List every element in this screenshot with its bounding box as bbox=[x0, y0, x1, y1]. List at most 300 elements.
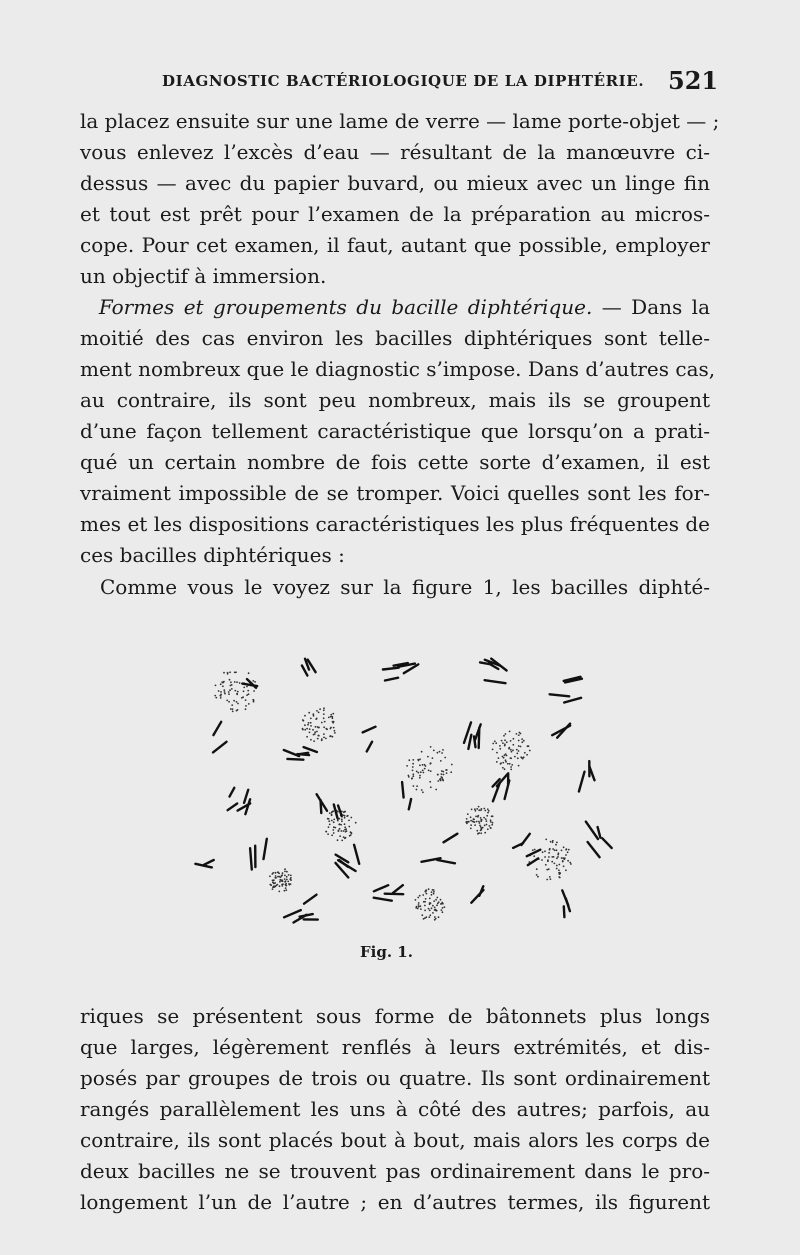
granule-dot bbox=[484, 832, 486, 834]
granule-dot bbox=[302, 719, 304, 721]
granule-dot bbox=[466, 818, 468, 820]
granule-dot bbox=[245, 699, 247, 701]
granule-dot bbox=[523, 740, 525, 742]
granule-dot bbox=[223, 672, 225, 674]
granule-dot bbox=[494, 740, 496, 742]
granule-dot bbox=[429, 781, 431, 783]
granule-dot bbox=[516, 749, 518, 751]
bacillus-rod bbox=[304, 747, 317, 752]
granule-dot bbox=[248, 703, 250, 705]
granule-dot bbox=[229, 671, 231, 673]
granule-dot bbox=[314, 733, 316, 735]
granule-dot bbox=[557, 856, 559, 858]
granule-dot bbox=[441, 777, 443, 779]
granule-dot bbox=[316, 718, 318, 720]
granule-dot bbox=[554, 863, 556, 865]
granule-dot bbox=[489, 825, 491, 827]
section-heading: Formes et groupements du bacille diphtérique. bbox=[98, 295, 593, 319]
granule-dot bbox=[272, 882, 274, 884]
granule-dot bbox=[492, 822, 494, 824]
granule-dot bbox=[312, 713, 314, 715]
granule-dot bbox=[223, 689, 225, 691]
granule-dot bbox=[504, 743, 506, 745]
granule-dot bbox=[565, 869, 567, 871]
granule-dot bbox=[284, 871, 286, 873]
text-line: deux bacilles ne se trouvent pas ordinairement dans le pro- bbox=[80, 1159, 710, 1183]
granule-dot bbox=[437, 752, 439, 754]
granule-dot bbox=[304, 715, 306, 717]
granule-dot bbox=[330, 714, 332, 716]
granule-dot bbox=[421, 751, 423, 753]
granule-dot bbox=[432, 912, 434, 914]
granule-dot bbox=[444, 757, 446, 759]
granule-dot bbox=[473, 818, 475, 820]
granule-dot bbox=[350, 817, 352, 819]
granule-dot bbox=[247, 690, 249, 692]
granule-dot bbox=[422, 770, 424, 772]
paragraph-4 bbox=[80, 1001, 710, 1218]
granule-dot bbox=[304, 729, 306, 731]
granule-dot bbox=[424, 910, 426, 912]
bacillus-rod bbox=[338, 806, 342, 816]
granule-dot bbox=[484, 810, 486, 812]
granule-dot bbox=[503, 757, 505, 759]
granule-dot bbox=[285, 887, 287, 889]
granule-dot bbox=[487, 808, 489, 810]
bacillus-rod bbox=[287, 759, 303, 760]
granule-dot bbox=[541, 859, 543, 861]
granule-dot bbox=[317, 726, 319, 728]
granule-dot bbox=[420, 908, 422, 910]
granule-dot bbox=[549, 849, 551, 851]
granule-dot bbox=[544, 856, 546, 858]
granule-dot bbox=[316, 710, 318, 712]
granule-dot bbox=[418, 902, 420, 904]
granule-dot bbox=[568, 849, 570, 851]
granule-dot bbox=[332, 829, 334, 831]
granule-dot bbox=[521, 738, 523, 740]
granule-dot bbox=[441, 909, 443, 911]
granule-dot bbox=[338, 824, 340, 826]
granule-dot bbox=[230, 708, 232, 710]
granule-dot bbox=[436, 897, 438, 899]
granule-dot bbox=[246, 686, 248, 688]
granule-dot bbox=[236, 701, 238, 703]
granule-dot bbox=[280, 879, 282, 881]
granule-dot bbox=[548, 856, 550, 858]
granule-dot bbox=[511, 751, 513, 753]
granule-dot bbox=[480, 829, 482, 831]
bacillus-rod bbox=[385, 678, 398, 681]
granule-dot bbox=[315, 726, 317, 728]
granule-dot bbox=[220, 697, 222, 699]
granule-dot bbox=[284, 875, 286, 877]
granule-dot bbox=[337, 811, 339, 813]
granule-dot bbox=[333, 826, 335, 828]
bacillus-rod bbox=[564, 698, 581, 703]
granule-dot bbox=[432, 905, 434, 907]
figure-caption: Fig. 1. bbox=[360, 943, 413, 961]
granule-dot bbox=[478, 806, 480, 808]
granule-dot bbox=[505, 759, 507, 761]
granule-dot bbox=[521, 741, 523, 743]
granule-dot bbox=[435, 899, 437, 901]
granule-dot bbox=[234, 672, 236, 674]
granule-dot bbox=[478, 821, 480, 823]
granule-dot bbox=[520, 733, 522, 735]
granule-dot bbox=[220, 683, 222, 685]
granule-dot bbox=[430, 762, 432, 764]
granule-dot bbox=[406, 765, 408, 767]
granule-dot bbox=[237, 703, 239, 705]
granule-dot bbox=[416, 906, 418, 908]
granule-dot bbox=[341, 819, 343, 821]
granule-dot bbox=[537, 876, 539, 878]
granule-dot bbox=[328, 818, 330, 820]
granule-dot bbox=[279, 885, 281, 887]
granule-dot bbox=[552, 840, 554, 842]
granule-dot bbox=[351, 832, 353, 834]
granule-dot bbox=[502, 767, 504, 769]
granule-dot bbox=[491, 824, 493, 826]
granule-dot bbox=[286, 876, 288, 878]
granule-dot bbox=[498, 757, 500, 759]
bacillus-rod bbox=[385, 894, 404, 895]
granule-dot bbox=[286, 871, 288, 873]
granule-dot bbox=[285, 883, 287, 885]
text-line: et tout est prêt pour l’examen de la préparation au micros- bbox=[80, 202, 710, 226]
granule-dot bbox=[253, 701, 255, 703]
bacillus-rod bbox=[354, 845, 359, 864]
granule-dot bbox=[245, 705, 247, 707]
granule-dot bbox=[514, 756, 516, 758]
granule-dot bbox=[504, 768, 506, 770]
granule-dot bbox=[272, 872, 274, 874]
granule-dot bbox=[512, 749, 514, 751]
granule-dot bbox=[333, 721, 335, 723]
granule-dot bbox=[345, 831, 347, 833]
granule-dot bbox=[559, 872, 561, 874]
granule-dot bbox=[426, 893, 428, 895]
text-line: ment nombreux que le diagnostic s’impose. Dans d’autres cas, bbox=[80, 357, 716, 381]
granule-dot bbox=[328, 717, 330, 719]
granule-dot bbox=[274, 882, 276, 884]
granule-dot bbox=[442, 779, 444, 781]
granule-dot bbox=[510, 757, 512, 759]
bacillus-rod bbox=[393, 885, 403, 893]
granule-dot bbox=[418, 904, 420, 906]
granule-dot bbox=[323, 709, 325, 711]
text-line: d’une façon tellement caractéristique que lorsqu’on a prati- bbox=[80, 419, 710, 443]
granule-dot bbox=[334, 730, 336, 732]
granule-dot bbox=[536, 874, 538, 876]
granule-dot bbox=[334, 732, 336, 734]
granule-dot bbox=[496, 761, 498, 763]
granule-dot bbox=[332, 713, 334, 715]
granule-dot bbox=[558, 864, 560, 866]
granule-dot bbox=[422, 764, 424, 766]
granule-dot bbox=[559, 877, 561, 879]
granule-dot bbox=[290, 879, 292, 881]
granule-dot bbox=[272, 880, 274, 882]
granule-dot bbox=[408, 759, 410, 761]
granule-dot bbox=[226, 700, 228, 702]
granule-dot bbox=[307, 724, 309, 726]
granule-dot bbox=[428, 770, 430, 772]
granule-dot bbox=[339, 828, 341, 830]
granule-dot bbox=[234, 690, 236, 692]
granule-dot bbox=[253, 690, 255, 692]
text-line: posés par groupes de trois ou quatre. Ils sont ordinairement bbox=[80, 1066, 710, 1090]
text-line: dessus — avec du papier buvard, ou mieux avec un linge fin bbox=[80, 171, 710, 195]
bacillus-rod bbox=[228, 804, 238, 811]
granule-dot bbox=[313, 740, 315, 742]
granule-dot bbox=[309, 728, 311, 730]
granule-dot bbox=[417, 897, 419, 899]
granule-dot bbox=[416, 771, 418, 773]
granule-dot bbox=[314, 731, 316, 733]
granule-dot bbox=[331, 834, 333, 836]
granule-dot bbox=[483, 817, 485, 819]
granule-dot bbox=[487, 828, 489, 830]
text-line: un objectif à immersion. bbox=[80, 264, 327, 288]
text-line: cope. Pour cet examen, il faut, autant que possible, employer bbox=[80, 233, 710, 257]
granule-dot bbox=[419, 775, 421, 777]
granule-dot bbox=[428, 908, 430, 910]
granule-dot bbox=[437, 780, 439, 782]
granule-dot bbox=[218, 690, 220, 692]
granule-dot bbox=[486, 824, 488, 826]
granule-dot bbox=[471, 809, 473, 811]
granule-dot bbox=[420, 771, 422, 773]
granule-dot bbox=[504, 739, 506, 741]
granule-dot bbox=[446, 772, 448, 774]
granule-dot bbox=[304, 724, 306, 726]
granule-dot bbox=[548, 852, 550, 854]
granule-dot bbox=[500, 763, 502, 765]
granule-dot bbox=[542, 851, 544, 853]
granule-dot bbox=[510, 766, 512, 768]
granule-dot bbox=[441, 770, 443, 772]
granule-dot bbox=[492, 815, 494, 817]
granule-dot bbox=[518, 745, 520, 747]
bacillus-rod bbox=[213, 722, 221, 735]
bacillus-rod bbox=[586, 822, 598, 839]
granule-dot bbox=[534, 849, 536, 851]
granule-dot bbox=[312, 729, 314, 731]
granule-dot bbox=[470, 828, 472, 830]
granule-dot bbox=[330, 727, 332, 729]
granule-dot bbox=[309, 732, 311, 734]
granule-dot bbox=[329, 812, 331, 814]
granule-dot bbox=[343, 830, 345, 832]
granule-dot bbox=[442, 911, 444, 913]
granule-dot bbox=[431, 894, 433, 896]
granule-dot bbox=[337, 839, 339, 841]
granule-dot bbox=[502, 742, 504, 744]
granule-dot bbox=[536, 868, 538, 870]
granule-dot bbox=[348, 826, 350, 828]
granule-dot bbox=[275, 877, 277, 879]
granule-dot bbox=[438, 901, 440, 903]
granule-dot bbox=[231, 704, 233, 706]
granule-dot bbox=[228, 701, 230, 703]
granule-dot bbox=[308, 712, 310, 714]
granule-dot bbox=[490, 827, 492, 829]
granule-dot bbox=[430, 746, 432, 748]
granule-dot bbox=[229, 689, 231, 691]
granule-dot bbox=[310, 718, 312, 720]
granule-dot bbox=[286, 879, 288, 881]
bacilli-illustration bbox=[180, 630, 630, 930]
granule-dot bbox=[482, 827, 484, 829]
granule-dot bbox=[545, 839, 547, 841]
granule-dot bbox=[565, 849, 567, 851]
granule-dot bbox=[332, 717, 334, 719]
granule-dot bbox=[234, 681, 236, 683]
granule-dot bbox=[567, 860, 569, 862]
granule-dot bbox=[562, 861, 564, 863]
granule-dot bbox=[306, 728, 308, 730]
granule-dot bbox=[445, 769, 447, 771]
bacillus-rod bbox=[474, 736, 476, 747]
granule-dot bbox=[435, 789, 437, 791]
granule-dot bbox=[232, 711, 234, 713]
granule-dot bbox=[492, 749, 494, 751]
text-line: longement l’un de l’autre ; en d’autres termes, ils figurent bbox=[80, 1190, 710, 1214]
granule-dot bbox=[270, 884, 272, 886]
granule-dot bbox=[506, 741, 508, 743]
bacillus-rod bbox=[588, 842, 600, 857]
granule-dot bbox=[477, 816, 479, 818]
bacillus-rod bbox=[444, 834, 458, 843]
granule-dot bbox=[518, 740, 520, 742]
granule-dot bbox=[344, 815, 346, 817]
text-line: que larges, légèrement renflés à leurs extrémités, et dis- bbox=[80, 1035, 710, 1059]
bacillus-rod bbox=[579, 772, 585, 792]
granule-dot bbox=[419, 777, 421, 779]
granule-dot bbox=[231, 688, 233, 690]
bacillus-rod bbox=[363, 727, 376, 733]
granule-dot bbox=[556, 857, 558, 859]
granule-dot bbox=[415, 899, 417, 901]
granule-dot bbox=[346, 815, 348, 817]
granule-dot bbox=[246, 694, 248, 696]
granule-dot bbox=[419, 758, 421, 760]
granule-dot bbox=[245, 708, 247, 710]
granule-dot bbox=[559, 873, 561, 875]
granule-dot bbox=[529, 750, 531, 752]
granule-dot bbox=[324, 721, 326, 723]
bacillus-rod bbox=[334, 805, 338, 819]
granule-dot bbox=[425, 916, 427, 918]
bacillus-rod bbox=[230, 788, 235, 797]
granule-dot bbox=[277, 884, 279, 886]
bacillus-rod bbox=[479, 728, 480, 748]
granule-dot bbox=[486, 815, 488, 817]
bacillus-rod bbox=[374, 898, 392, 901]
granule-dot bbox=[506, 755, 508, 757]
granule-dot bbox=[439, 751, 441, 753]
granule-dot bbox=[436, 910, 438, 912]
granule-dot bbox=[236, 681, 238, 683]
granule-dot bbox=[470, 816, 472, 818]
granule-dot bbox=[272, 888, 274, 890]
granule-dot bbox=[551, 856, 553, 858]
granule-dot bbox=[417, 772, 419, 774]
granule-dot bbox=[443, 774, 445, 776]
granule-dot bbox=[413, 785, 415, 787]
granule-dot bbox=[281, 875, 283, 877]
granule-dot bbox=[343, 811, 345, 813]
granule-dot bbox=[487, 812, 489, 814]
granule-dot bbox=[518, 765, 520, 767]
granule-dot bbox=[509, 731, 511, 733]
granule-dot bbox=[422, 791, 424, 793]
granule-dot bbox=[325, 831, 327, 833]
granule-dot bbox=[344, 829, 346, 831]
granule-dot bbox=[431, 891, 433, 893]
granule-dot bbox=[431, 907, 433, 909]
granule-dot bbox=[221, 681, 223, 683]
granule-dot bbox=[230, 685, 232, 687]
granule-dot bbox=[432, 889, 434, 891]
granule-dot bbox=[288, 874, 290, 876]
granule-dot bbox=[516, 753, 518, 755]
granule-dot bbox=[287, 881, 289, 883]
granule-dot bbox=[344, 817, 346, 819]
granule-dot bbox=[518, 750, 520, 752]
granule-dot bbox=[419, 764, 421, 766]
granule-dot bbox=[224, 693, 226, 695]
granule-dot bbox=[325, 738, 327, 740]
granule-dot bbox=[496, 752, 498, 754]
granule-dot bbox=[503, 735, 505, 737]
granule-dot bbox=[436, 904, 438, 906]
bacillus-rod bbox=[367, 742, 372, 752]
granule-dot bbox=[229, 679, 231, 681]
granule-dot bbox=[328, 820, 330, 822]
bacillus-rod bbox=[527, 850, 541, 857]
granule-dot bbox=[233, 700, 235, 702]
granule-dot bbox=[215, 697, 217, 699]
granule-dot bbox=[424, 901, 426, 903]
granule-dot bbox=[237, 709, 239, 711]
granule-dot bbox=[302, 728, 304, 730]
granule-dot bbox=[558, 852, 560, 854]
granule-dot bbox=[488, 810, 490, 812]
bacillus-rod bbox=[409, 799, 411, 809]
granule-dot bbox=[558, 869, 560, 871]
granule-dot bbox=[510, 769, 512, 771]
granule-dot bbox=[434, 919, 436, 921]
granule-dot bbox=[545, 864, 547, 866]
granule-dot bbox=[565, 854, 567, 856]
granule-dot bbox=[341, 820, 343, 822]
granule-dot bbox=[285, 880, 287, 882]
text-line: mes et les dispositions caractéristiques les plus fréquentes de bbox=[80, 512, 710, 536]
granule-dot bbox=[333, 821, 335, 823]
granule-dot bbox=[284, 878, 286, 880]
granule-dot bbox=[442, 907, 444, 909]
granule-dot bbox=[569, 862, 571, 864]
granule-dot bbox=[424, 905, 426, 907]
granule-dot bbox=[512, 744, 514, 746]
bacillus-rod bbox=[437, 860, 455, 863]
granule-dot bbox=[532, 849, 534, 851]
bacillus-rod bbox=[598, 827, 601, 838]
granule-dot bbox=[556, 868, 558, 870]
